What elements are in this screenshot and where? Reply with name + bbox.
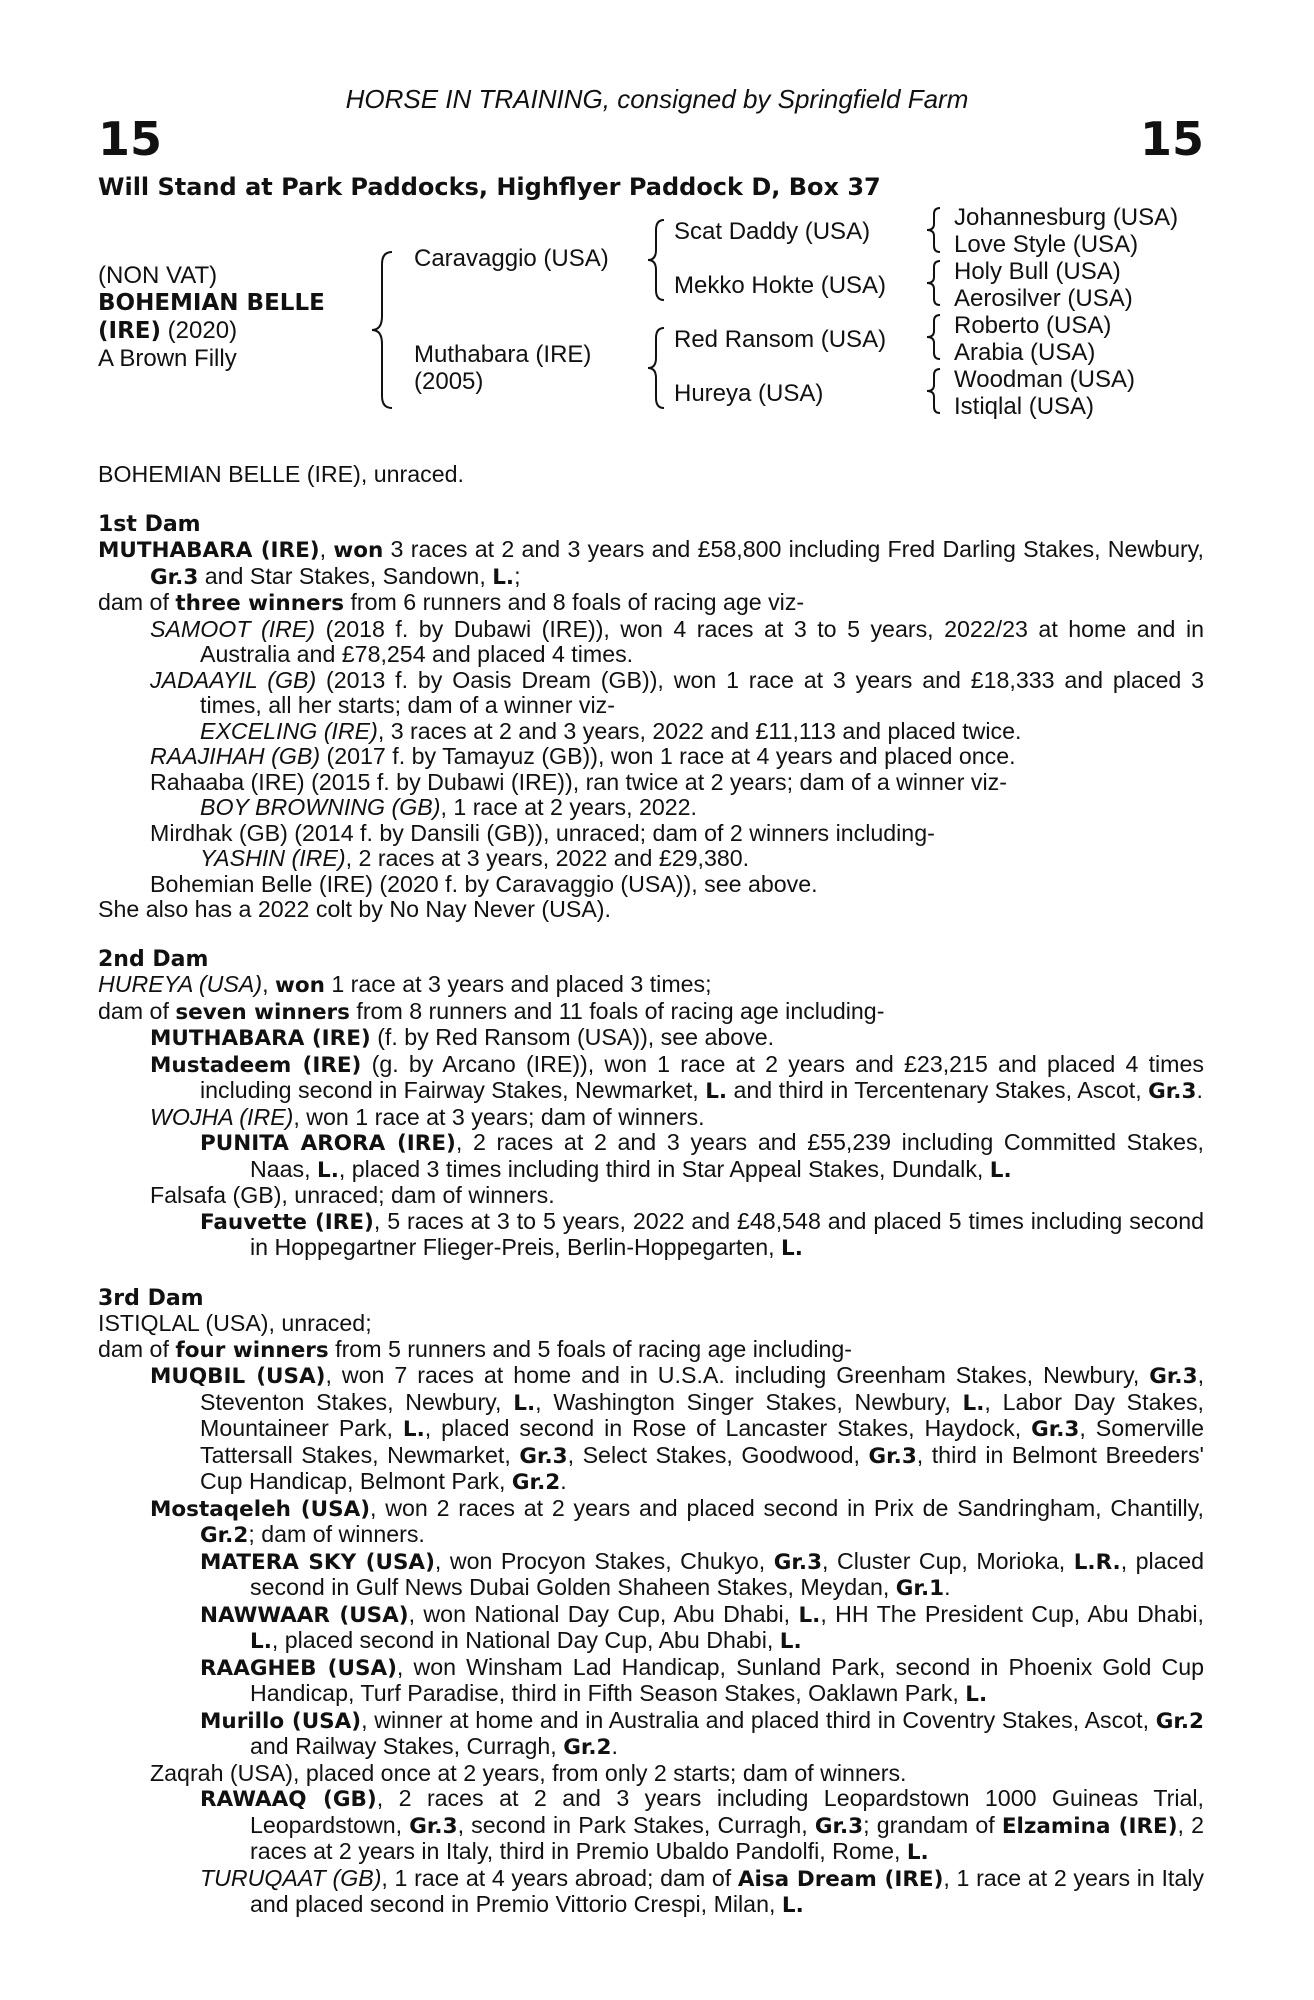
third-dam-raagheb: RAAGHEB (USA), won Winsham Lad Handicap, Sunland Park, second in Phoenix Gold Cup Handicap, Turf Paradise, third in Fifth Season Stakes, Oaklawn Park, L. xyxy=(200,1653,1204,1707)
produce-boy-browning: BOY BROWNING (GB), 1 race at 2 years, 2022. xyxy=(200,794,697,820)
second-dam-fauvette: Fauvette (IRE), 5 races at 3 to 5 years, 2022 and £48,548 and placed 5 times including second in Hoppegartner Flieger-Preis, Berlin-Hoppegarten, L. xyxy=(200,1207,1204,1261)
horse-description: A Brown Filly xyxy=(98,345,237,372)
vat-status: (NON VAT) xyxy=(98,262,218,289)
second-dam-muthabara: MUTHABARA (IRE) (f. by Red Ransom (USA)), see above. xyxy=(150,1024,775,1051)
horse-identity xyxy=(98,262,325,372)
dam-year: (2005) xyxy=(414,368,484,395)
third-dam-entry: ISTIQLAL (USA), unraced; xyxy=(98,1310,372,1336)
first-dam-produce-summary: dam of three winners from 6 runners and 8 foals of racing age viz- xyxy=(98,589,805,616)
brace-3 xyxy=(924,313,944,361)
produce-colt-2022: She also has a 2022 colt by No Nay Never (USA). xyxy=(98,896,611,922)
intro-line: BOHEMIAN BELLE (IRE), unraced. xyxy=(98,461,464,487)
gen3-8: Istiqlal (USA) xyxy=(954,393,1095,420)
produce-jadaayil: JADAAYIL (GB) (2013 f. by Oasis Dream (GB)), won 1 race at 3 years and £18,333 and placed 3 times, all her starts; dam of a winner viz- xyxy=(150,666,1204,718)
second-dam-mustadeem: Mustadeem (IRE) (g. by Arcano (IRE)), won 1 race at 2 years and £23,215 and placed 4 times including second in Fairway Stakes, Newmarket, L. and third in Tercentenary Stakes, Ascot, Gr.3. xyxy=(150,1050,1204,1104)
second-dam-heading: 2nd Dam xyxy=(98,946,209,972)
third-dam-rawaaq: RAWAAQ (GB), 2 races at 2 and 3 years including Leopardstown 1000 Guineas Trial, Leopardstown, Gr.3, second in Park Stakes, Curragh, Gr.3; grandam of Elzamina (IRE), 2 races at 2 years in Italy, third in Premio Ubaldo Pandolfi, Rome, L. xyxy=(200,1785,1205,1865)
first-dam-heading: 1st Dam xyxy=(98,511,201,537)
second-dam-wojha: WOJHA (IRE), won 1 race at 3 years; dam of winners. xyxy=(150,1103,705,1130)
produce-bohemian-belle: Bohemian Belle (IRE) (2020 f. by Caravaggio (USA)), see above. xyxy=(150,870,818,897)
produce-exceling: EXCELING (IRE), 3 races at 2 and 3 years, 2022 and £11,113 and placed twice. xyxy=(200,717,1022,744)
dam-line-brace xyxy=(644,326,668,410)
lot-number-left: 15 xyxy=(98,112,163,166)
sire-sire: Scat Daddy (USA) xyxy=(674,218,871,245)
first-dam-entry: MUTHABARA (IRE), won 3 races at 2 and 3 years and £58,800 including Fred Darling Stakes, Newbury, Gr.3 and Star Stakes, Sandown, L.; xyxy=(98,536,1204,590)
produce-rahaaba: Rahaaba (IRE) (2015 f. by Dubawi (IRE)), ran twice at 2 years; dam of a winner viz- xyxy=(150,768,1007,795)
gen3-5: Roberto (USA) xyxy=(954,312,1112,339)
second-dam-produce-summary: dam of seven winners from 8 runners and 11 foals of racing age including- xyxy=(98,997,885,1025)
gen3-2: Love Style (USA) xyxy=(954,231,1139,258)
lot-number-right: 15 xyxy=(1139,112,1204,166)
third-dam-nawwaar: NAWWAAR (USA), won National Day Cup, Abu Dhabi, L., HH The President Cup, Abu Dhabi, L., placed second in National Day Cup, Abu Dhabi, L. xyxy=(200,1600,1204,1654)
dam-dam: Hureya (USA) xyxy=(674,380,824,407)
catalogue-body xyxy=(98,462,1204,1919)
brace-1 xyxy=(924,206,944,254)
third-dam-produce-summary: dam of four winners from 5 runners and 5 foals of racing age including- xyxy=(98,1335,853,1363)
horse-country: (IRE) xyxy=(98,318,162,344)
third-dam-murillo: Murillo (USA), winner at home and in Australia and placed third in Coventry Stakes, Ascot, Gr.2 and Railway Stakes, Curragh, Gr.2. xyxy=(200,1706,1205,1760)
consignment-header: HORSE IN TRAINING, consigned by Springfield Farm xyxy=(345,84,969,114)
third-dam-matera-sky: MATERA SKY (USA), won Procyon Stakes, Chukyo, Gr.3, Cluster Cup, Morioka, L.R., placed second in Gulf News Dubai Golden Shaheen Stakes, Meydan, Gr.1. xyxy=(200,1547,1204,1601)
brace-2 xyxy=(924,259,944,307)
gen3-7: Woodman (USA) xyxy=(954,366,1135,393)
gen3-4: Aerosilver (USA) xyxy=(954,285,1133,312)
gen3-6: Arabia (USA) xyxy=(954,339,1096,366)
produce-mirdhak: Mirdhak (GB) (2014 f. by Dansili (GB)), unraced; dam of 2 winners including- xyxy=(150,819,935,846)
sire-dam: Mekko Hokte (USA) xyxy=(674,272,887,299)
brace-4 xyxy=(924,367,944,415)
stand-location: Will Stand at Park Paddocks, Highflyer Paddock D, Box 37 xyxy=(98,173,881,201)
second-dam-falsafa: Falsafa (GB), unraced; dam of winners. xyxy=(150,1182,555,1208)
third-dam-mostaqeleh: Mostaqeleh (USA), won 2 races at 2 years and placed second in Prix de Sandringham, Chantilly, Gr.2; dam of winners. xyxy=(150,1494,1204,1548)
produce-yashin: YASHIN (IRE), 2 races at 3 years, 2022 and £29,380. xyxy=(200,845,750,871)
sire: Caravaggio (USA) xyxy=(414,245,609,272)
second-dam-punita-arora: PUNITA ARORA (IRE), 2 races at 2 and 3 years and £55,239 including Committed Stakes, Naas, L., placed 3 times including third in Star Appeal Stakes, Dundalk, L. xyxy=(200,1129,1204,1183)
gen3-1: Johannesburg (USA) xyxy=(954,204,1179,231)
dam-sire: Red Ransom (USA) xyxy=(674,326,887,353)
produce-raajihah: RAAJIHAH (GB) (2017 f. by Tamayuz (GB)), won 1 race at 4 years and placed once. xyxy=(150,743,1016,769)
dam: Muthabara (IRE) xyxy=(414,341,592,368)
sire-dam-brace xyxy=(368,250,398,410)
horse-name: BOHEMIAN BELLE xyxy=(98,290,325,316)
gen3-3: Holy Bull (USA) xyxy=(954,258,1121,285)
horse-year: (2020) xyxy=(161,317,238,344)
third-dam-turuqaat: TURUQAAT (GB), 1 race at 4 years abroad; dam of Aisa Dream (IRE), 1 race at 2 years in Italy and placed second in Premio Vittorio Crespi, Milan, L. xyxy=(200,1864,1204,1918)
third-dam-heading: 3rd Dam xyxy=(98,1285,204,1311)
second-dam-entry: HUREYA (USA), won 1 race at 3 years and placed 3 times; xyxy=(98,971,712,998)
third-dam-zaqrah: Zaqrah (USA), placed once at 2 years, from only 2 starts; dam of winners. xyxy=(150,1759,907,1786)
produce-samoot: SAMOOT (IRE) (2018 f. by Dubawi (IRE)), won 4 races at 3 to 5 years, 2022/23 at home and in Australia and £78,254 and placed 4 times. xyxy=(150,615,1204,667)
sire-line-brace xyxy=(644,218,668,302)
third-dam-muqbil: MUQBIL (USA), won 7 races at home and in U.S.A. including Greenham Stakes, Newbury, Gr.3, Steventon Stakes, Newbury, L., Washington Singer Stakes, Newbury, L., Labor Day Stakes, Mountaineer Park, L., placed second in Rose of Lancaster Stakes, Haydock, Gr.3, Somerville Tattersall Stakes, Newmarket, Gr.3, Select Stakes, Goodwood, Gr.3, third in Belmont Breeders' Cup Handicap, Belmont Park, Gr.2. xyxy=(150,1362,1205,1495)
